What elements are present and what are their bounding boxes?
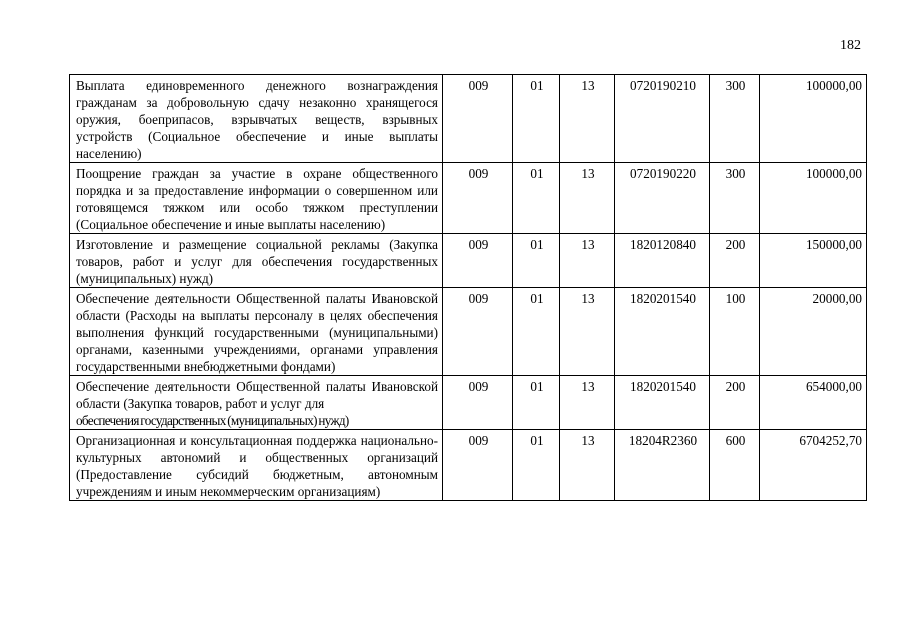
row-description-tail: обеспечения государственных (муниципальных) нужд) (76, 413, 349, 428)
section-code: 01 (513, 376, 560, 430)
expense-type-code: 300 (710, 75, 760, 163)
target-article-code: 0720190220 (615, 163, 710, 234)
ministry-code: 009 (443, 75, 513, 163)
section-code: 01 (513, 234, 560, 288)
amount-value: 20000,00 (760, 288, 867, 376)
ministry-code: 009 (443, 288, 513, 376)
row-description-cell (70, 376, 443, 430)
amount-value: 150000,00 (760, 234, 867, 288)
ministry-code: 009 (443, 234, 513, 288)
section-code: 01 (513, 430, 560, 501)
target-article-code: 18204R2360 (615, 430, 710, 501)
subsection-code: 13 (560, 75, 615, 163)
subsection-code: 13 (560, 288, 615, 376)
subsection-code: 13 (560, 430, 615, 501)
page-number: 182 (840, 38, 861, 53)
section-code: 01 (513, 163, 560, 234)
row-description: Изготовление и размещение социальной рекламы (Закупка товаров, работ и услуг для обеспечения государственных (муниципальных) нужд) (70, 234, 443, 288)
amount-value: 100000,00 (760, 75, 867, 163)
table-row (70, 234, 867, 288)
row-description: Обеспечение деятельности Общественной палаты Ивановской области (Расходы на выплаты персоналу в целях обеспечения выполнения функций государственными (муниципальными) органами, казенными учреждениями, органами управления государственными внебюджетными фондами) (70, 288, 443, 376)
ministry-code: 009 (443, 430, 513, 501)
table-row (70, 376, 867, 430)
row-description: Выплата единовременного денежного вознаграждения гражданам за добровольную сдачу незаконно хранящегося оружия, боеприпасов, взрывчатых веществ, взрывных устройств (Социальное обеспечение и иные выплаты населению) (70, 75, 443, 163)
table-row (70, 430, 867, 501)
target-article-code: 0720190210 (615, 75, 710, 163)
expense-type-code: 600 (710, 430, 760, 501)
ministry-code: 009 (443, 376, 513, 430)
expense-type-code: 300 (710, 163, 760, 234)
subsection-code: 13 (560, 376, 615, 430)
section-code: 01 (513, 288, 560, 376)
budget-table (69, 74, 867, 501)
subsection-code: 13 (560, 234, 615, 288)
table-row (70, 163, 867, 234)
expense-type-code: 200 (710, 234, 760, 288)
target-article-code: 1820201540 (615, 376, 710, 430)
table-row (70, 75, 867, 163)
row-description: Поощрение граждан за участие в охране общественного порядка и за предоставление информации о совершенном или готовящемся тяжком или особо тяжком преступлении (Социальное обеспечение и иные выплаты населению) (70, 163, 443, 234)
expense-type-code: 100 (710, 288, 760, 376)
section-code: 01 (513, 75, 560, 163)
subsection-code: 13 (560, 163, 615, 234)
amount-value: 100000,00 (760, 163, 867, 234)
row-description: Обеспечение деятельности Общественной палаты Ивановской области (Закупка товаров, работ и услуг для (76, 379, 438, 411)
expense-type-code: 200 (710, 376, 760, 430)
target-article-code: 1820201540 (615, 288, 710, 376)
ministry-code: 009 (443, 163, 513, 234)
row-description: Организационная и консультационная поддержка национально-культурных автономий и общественных организаций (Предоставление субсидий бюджетным, автономным учреждениям и иным некоммерческим организациям) (70, 430, 443, 501)
amount-value: 6704252,70 (760, 430, 867, 501)
target-article-code: 1820120840 (615, 234, 710, 288)
amount-value: 654000,00 (760, 376, 867, 430)
table-row (70, 288, 867, 376)
